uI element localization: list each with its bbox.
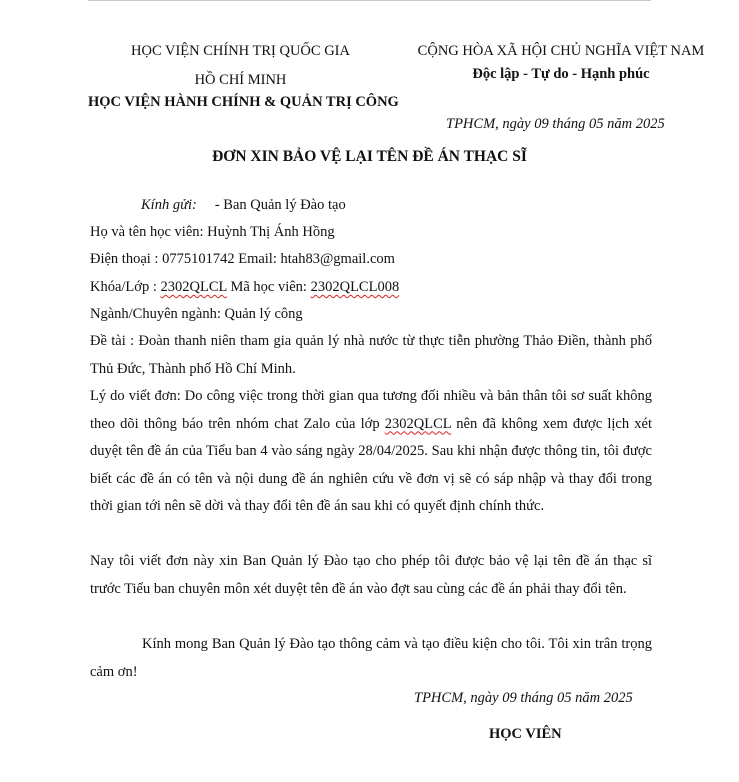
class-label: Khóa/Lớp : [90, 279, 161, 295]
institution-line-2: HỒ CHÍ MINH [194, 72, 287, 88]
recipient-value: - Ban Quản lý Đào tạo [214, 197, 346, 213]
student-class-line [90, 279, 399, 296]
institution-line-3: HỌC VIỆN HÀNH CHÍNH & QUẢN TRỊ CÔNG [88, 94, 399, 110]
reason-text-2: nên đã không xem được lịch xét duyệt tên đề án của Tiểu ban 4 vào sáng ngày 28/04/2025. Sau khi nhận được thông tin, tôi được biết các đề án có tên và nội dung đề án nghiên cứu về đơn vị sẽ có sáp nhập và thay đổi trong thời gian tới nên sẽ dời và thay đổi tên đề án sau khi có quyết định chính thức. [90, 415, 652, 515]
student-name: Họ và tên học viên: Huỳnh Thị Ánh Hồng [90, 224, 335, 240]
reason-paragraph [90, 383, 652, 521]
recipient-label: Kính gửi: [141, 197, 197, 213]
national-motto: Độc lập - Tự do - Hạnh phúc [472, 66, 650, 82]
recipient-line [141, 197, 346, 214]
class-value: 2302QLCL [160, 279, 227, 295]
document-title: ĐƠN XIN BẢO VỆ LẠI TÊN ĐỀ ÁN THẠC SĨ [212, 148, 527, 165]
signature-label: HỌC VIÊN [489, 726, 562, 742]
signature-date: TPHCM, ngày 09 tháng 05 năm 2025 [414, 690, 633, 706]
national-title: CỘNG HÒA XÃ HỘI CHỦ NGHĨA VIỆT NAM [417, 43, 705, 59]
student-id-value: 2302QLCL008 [310, 279, 400, 295]
page-top-border [88, 0, 651, 1]
reason-text-1: Lý do viết đơn: Do công việc trong thời gian qua tương đối nhiều và bản thân tôi sơ suất không theo dõi thông báo trên nhóm chat Zalo của lớp [90, 388, 652, 432]
student-major: Ngành/Chuyên ngành: Quản lý công [90, 306, 303, 322]
reason-class-ref: 2302QLCL [384, 415, 452, 432]
topic-paragraph: Đề tài : Đoàn thanh niên tham gia quản lý nhà nước từ thực tiễn phường Thảo Điền, thành phố Thủ Đức, Thành phố Hồ Chí Minh. [90, 333, 652, 377]
student-id-label: Mã học viên: [226, 279, 311, 295]
request-paragraph: Nay tôi viết đơn này xin Ban Quản lý Đào tạo cho phép tôi được bảo vệ lại tên đề án thạc sĩ trước Tiểu ban chuyên môn xét duyệt tên đề án vào đợt sau cùng các đề án phải thay đổi tên. [90, 553, 652, 597]
document-date: TPHCM, ngày 09 tháng 05 năm 2025 [446, 116, 665, 132]
closing-paragraph: Kính mong Ban Quản lý Đào tạo thông cảm và tạo điều kiện cho tôi. Tôi xin trân trọng cảm ơn! [90, 636, 652, 680]
institution-line-1: HỌC VIỆN CHÍNH TRỊ QUỐC GIA [131, 43, 350, 59]
student-contact: Điện thoại : 0775101742 Email: htah83@gmail.com [90, 251, 395, 267]
